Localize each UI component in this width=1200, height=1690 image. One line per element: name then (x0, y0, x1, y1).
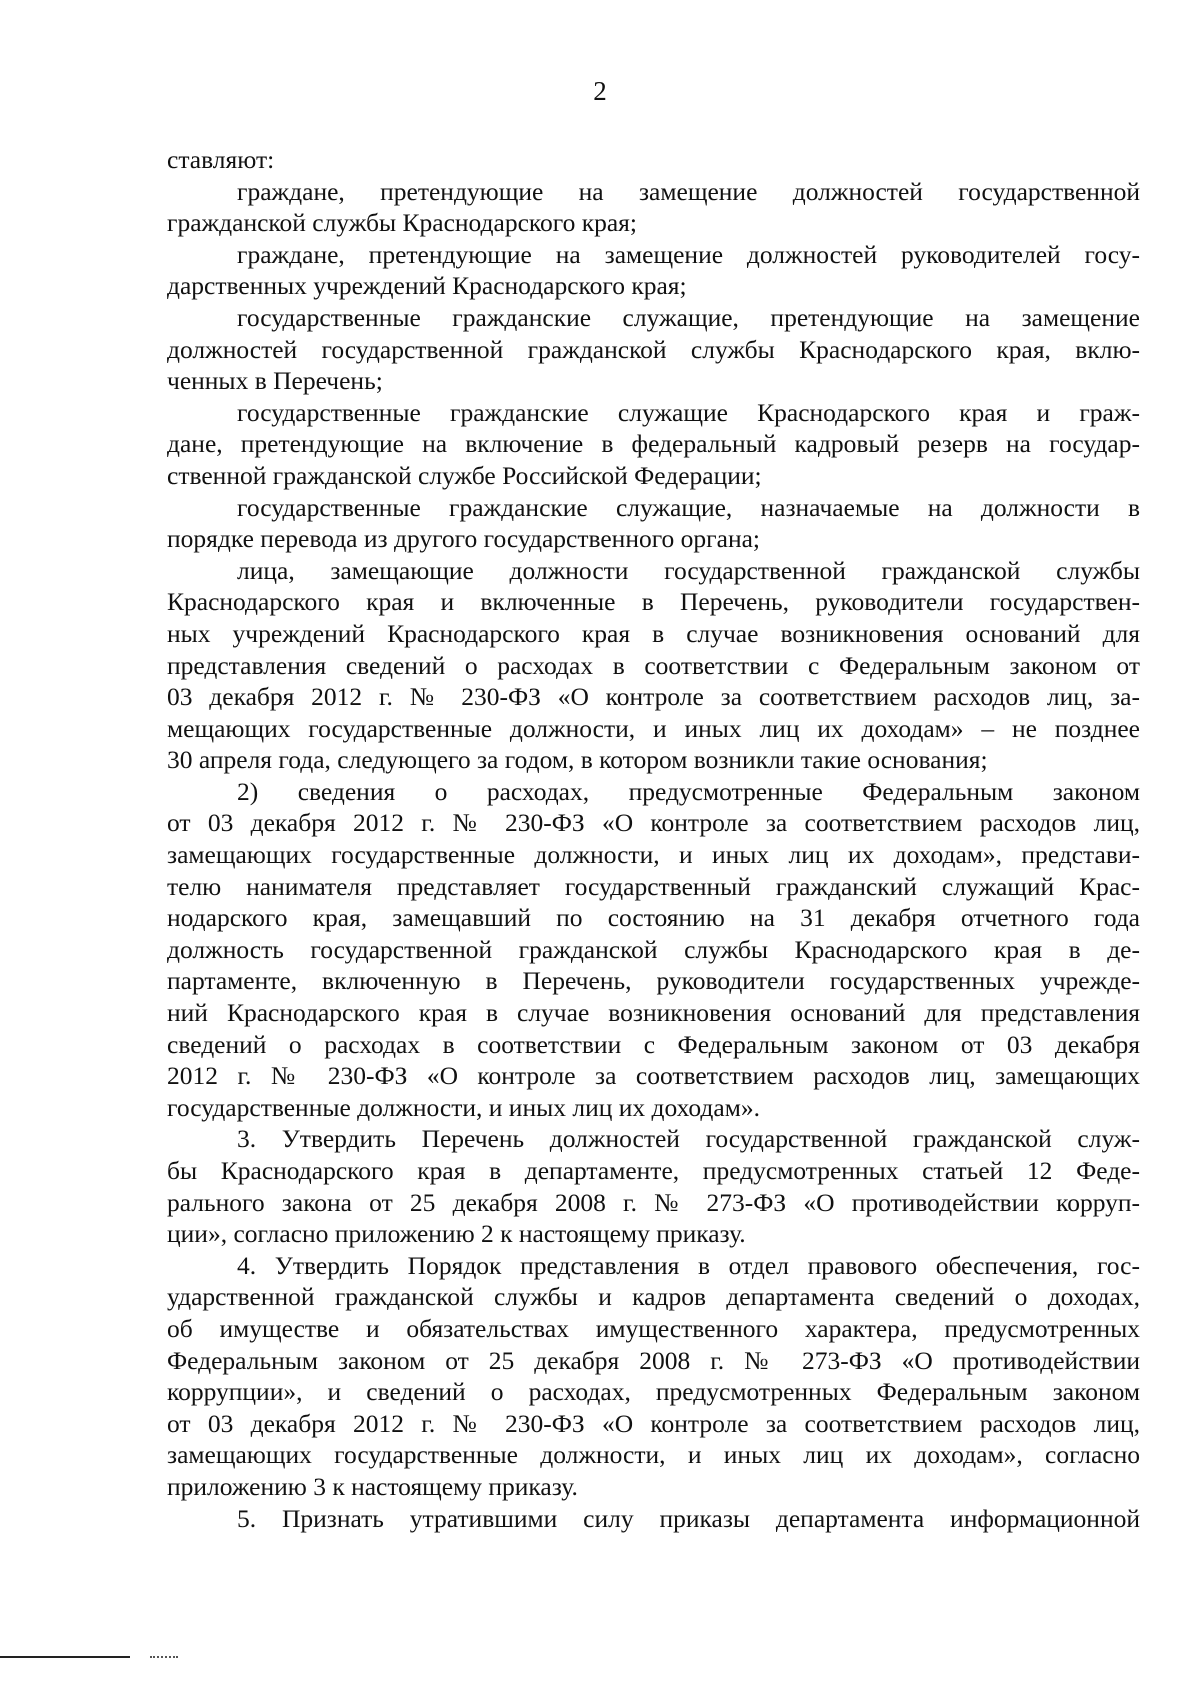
text-line: 2012 г. № 230-ФЗ «О контроле за соответствием расходов лиц, замещающих (167, 1061, 1140, 1091)
text-line: нодарского края, замещавший по состоянию на 31 декабря отчетного года (167, 903, 1140, 933)
text-line: от 03 декабря 2012 г. № 230-ФЗ «О контроле за соответствием расходов лиц, (167, 808, 1140, 838)
text-line: 4. Утвердить Порядок представления в отдел правового обеспечения, гос- (237, 1250, 1140, 1280)
text-line: рального закона от 25 декабря 2008 г. № 273-ФЗ «О противодействии корруп- (167, 1187, 1140, 1217)
text-line: дане, претендующие на включение в федеральный кадровый резерв на государ- (167, 429, 1140, 459)
text-line: Федеральным законом от 25 декабря 2008 г. № 273-ФЗ «О противодействии (167, 1345, 1140, 1375)
text-line: 03 декабря 2012 г. № 230-ФЗ «О контроле за соответствием расходов лиц, за- (167, 682, 1140, 712)
text-line: ударственной гражданской службы и кадров департамента сведений о доходах, (167, 1282, 1140, 1312)
text-line: об имуществе и обязательствах имущественного характера, предусмотренных (167, 1313, 1140, 1343)
text-line: представления сведений о расходах в соответствии с Федеральным законом от (167, 650, 1140, 680)
footer-rule (0, 1656, 130, 1658)
text-line: порядке перевода из другого государственного органа; (167, 524, 760, 554)
text-line: Краснодарского края и включенные в Перечень, руководители государствен- (167, 587, 1140, 617)
text-line: ний Краснодарского края в случае возникновения оснований для представления (167, 998, 1140, 1028)
text-line: телю нанимателя представляет государственный гражданский служащий Крас- (167, 871, 1140, 901)
text-line: мещающих государственные должности, и иных лиц их доходам» – не позднее (167, 713, 1140, 743)
text-line: должностей государственной гражданской службы Краснодарского края, вклю- (167, 334, 1140, 364)
text-line: граждане, претендующие на замещение должностей государственной (237, 176, 1140, 206)
text-line: ственной гражданской службе Российской Федерации; (167, 460, 762, 490)
text-line: 3. Утвердить Перечень должностей государственной гражданской служ- (237, 1124, 1140, 1154)
text-line: коррупции», и сведений о расходах, предусмотренных Федеральным законом (167, 1377, 1140, 1407)
text-line: государственные должности, и иных лиц их доходам». (167, 1092, 760, 1122)
text-line: должность государственной гражданской службы Краснодарского края в де- (167, 934, 1140, 964)
text-line: государственные гражданские служащие, назначаемые на должности в (237, 492, 1140, 522)
text-line: ставляют: (167, 145, 275, 174)
document-body-text (167, 144, 1140, 1534)
text-line: ченных в Перечень; (167, 366, 383, 396)
text-line: ных учреждений Краснодарского края в случае возникновения оснований для (167, 618, 1140, 648)
text-line: гражданской службы Краснодарского края; (167, 208, 637, 238)
text-line: государственные гражданские служащие, претендующие на замещение (237, 302, 1140, 332)
text-line: замещающих государственные должности, и иных лиц их доходам», согласно (167, 1440, 1140, 1470)
text-line: ции», согласно приложению 2 к настоящему приказу. (167, 1219, 746, 1249)
text-line: бы Краснодарского края в департаменте, предусмотренных статьей 12 Феде- (167, 1156, 1140, 1185)
text-line: 2) сведения о расходах, предусмотренные Федеральным законом (237, 776, 1140, 806)
text-line: граждане, претендующие на замещение должностей руководителей госу- (237, 239, 1140, 269)
page-number: 2 (593, 76, 607, 106)
text-line: государственные гражданские служащие Краснодарского края и граж- (237, 397, 1140, 427)
footer-dots (150, 1656, 178, 1660)
text-line: 5. Признать утратившими силу приказы департамента информационной (237, 1503, 1140, 1533)
text-line: сведений о расходах в соответствии с Федеральным законом от 03 декабря (167, 1029, 1140, 1059)
text-line: от 03 декабря 2012 г. № 230-ФЗ «О контроле за соответствием расходов лиц, (167, 1408, 1140, 1438)
text-line: приложению 3 к настоящему приказу. (167, 1471, 578, 1501)
text-line: партаменте, включенную в Перечень, руководители государственных учрежде- (167, 966, 1140, 996)
text-line: замещающих государственные должности, и иных лиц их доходам», представи- (167, 840, 1140, 870)
text-line: дарственных учреждений Краснодарского края; (167, 271, 687, 301)
text-line: 30 апреля года, следующего за годом, в котором возникли такие основания; (167, 745, 988, 775)
text-line: лица, замещающие должности государственной гражданской службы (237, 555, 1140, 585)
